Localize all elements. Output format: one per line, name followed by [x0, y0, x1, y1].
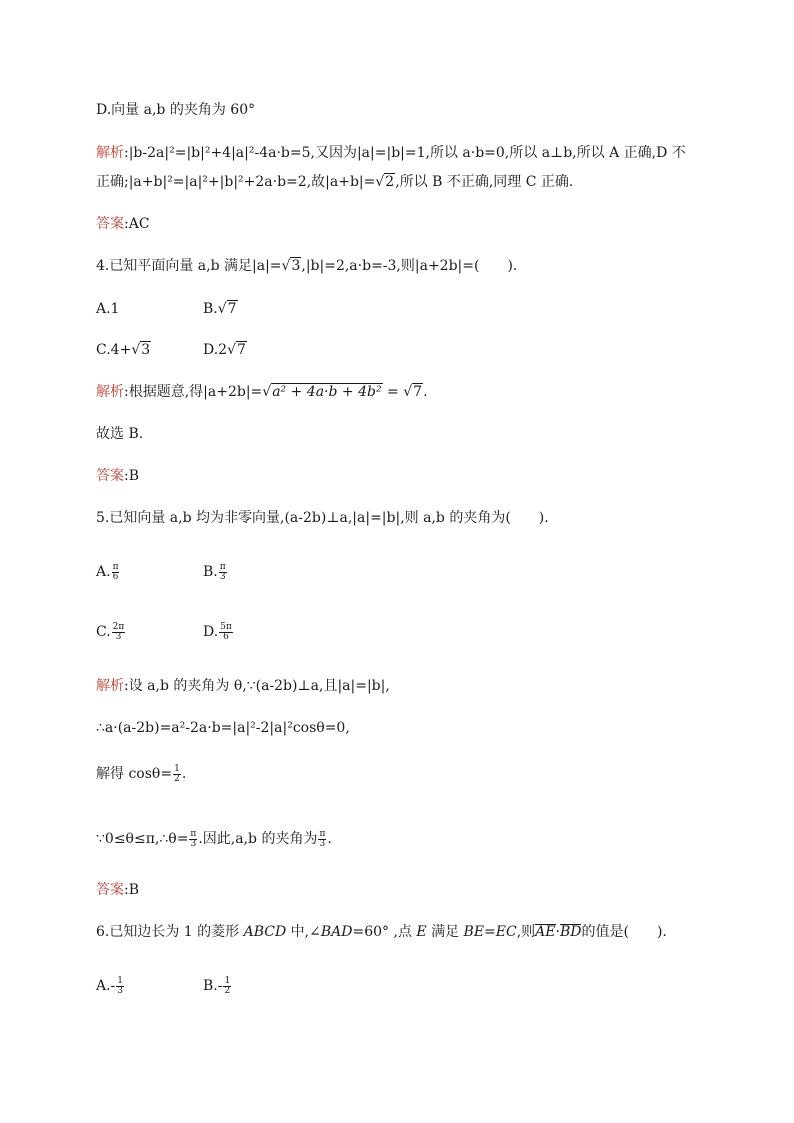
fraction	[112, 623, 126, 642]
q4-option-b	[203, 299, 238, 319]
sqrt-symbol: √7	[217, 301, 237, 317]
q5-analysis-line1	[96, 676, 390, 696]
sqrt-symbol: √3	[281, 258, 301, 274]
q6-option-a	[96, 976, 125, 996]
q3-analysis-text1: :|b-2a|²=|b|²+4|a|²-4a·b=5,又因为|a|=|b|=1,所以 a·b=0,所以 a⊥b,所以 A 正确,D 不	[124, 145, 686, 161]
sqrt-symbol: √3	[131, 342, 151, 358]
q4-analysis	[96, 382, 428, 402]
q3-option-d-text: D.向量 a,b 的夹角为 60°	[96, 102, 256, 118]
denominator: 6	[223, 631, 229, 642]
q4-stem	[96, 256, 517, 276]
q5-analysis-line2	[96, 718, 350, 738]
q6-stem-c: =60° ,点	[352, 924, 417, 940]
q5-option-b	[203, 562, 228, 582]
q5-option-b-prefix: B.	[203, 564, 218, 580]
q5-analysis-text4b: .因此,a,b 的夹角为	[198, 831, 318, 847]
radicand: a² + 4a·b + 4b²	[272, 384, 382, 400]
numerator: π	[112, 561, 119, 572]
sqrt-symbol: √a² + 4a·b + 4b²	[262, 384, 382, 400]
denominator: 6	[112, 571, 119, 582]
q6-stem-f: 的值是( ).	[581, 924, 667, 940]
q6-stem-a: 6.已知边长为 1 的菱形	[96, 924, 244, 940]
denominator: 2	[224, 985, 231, 996]
q4-conclusion	[96, 424, 143, 444]
q6-rhombus-name: ABCD	[243, 924, 287, 940]
q3-answer	[96, 214, 150, 234]
dot-operator: ·	[555, 924, 560, 940]
numerator: 1	[117, 975, 124, 986]
radicand: 7	[237, 342, 246, 358]
fraction	[173, 765, 181, 784]
q4-analysis-text: :根据题意,得|a+2b|=	[124, 384, 263, 400]
q4-conclusion-text: 故选 B.	[96, 426, 144, 442]
radicand: 3	[141, 342, 151, 358]
q6-stem-b: 中,∠	[286, 924, 321, 940]
period: .	[423, 384, 428, 400]
q6-stem	[96, 922, 667, 942]
fraction	[223, 977, 231, 996]
q5-analysis-text2: ∴a·(a-2b)=a²-2a·b=|a|²-2|a|²cosθ=0,	[96, 720, 350, 736]
fraction	[219, 563, 227, 582]
q5-analysis-text3: 解得 cosθ=	[96, 766, 173, 782]
analysis-label: 解析	[96, 145, 124, 161]
q4-option-c	[96, 340, 151, 360]
denominator: 3	[190, 838, 197, 849]
q5-option-d-prefix: D.	[203, 624, 219, 640]
vector-bd: BD	[559, 924, 582, 940]
q4-option-a	[96, 299, 119, 319]
denominator: 3	[117, 985, 124, 996]
answer-value: :B	[124, 882, 140, 898]
q3-analysis-text2b: ,所以 B 不正确,同理 C 正确.	[395, 174, 574, 190]
q6-option-b-prefix: B.-	[203, 978, 223, 994]
q3-analysis-text2a: 正确;|a+b|²=|a|²+|b|²+2a·b=2,故|a+b|=	[96, 174, 376, 190]
q5-option-c-prefix: C.	[96, 624, 111, 640]
q5-analysis-text4a: ∵0≤θ≤π,∴θ=	[96, 831, 189, 847]
analysis-label: 解析	[96, 678, 124, 694]
q5-option-c	[96, 622, 126, 642]
numerator: 1	[174, 763, 180, 774]
q6-point-e: E	[416, 924, 427, 940]
q4-option-a-text: A.1	[96, 301, 120, 317]
sqrt-symbol: √2	[375, 174, 395, 190]
q3-option-d	[96, 100, 255, 120]
numerator: 5π	[220, 621, 232, 632]
fraction	[219, 623, 233, 642]
q3-analysis-line2	[96, 172, 573, 192]
q5-analysis-line3	[96, 764, 186, 784]
fraction	[318, 830, 326, 849]
q6-angle-name: BAD	[320, 924, 353, 940]
answer-label: 答案	[96, 468, 124, 484]
q5-stem-text: 5.已知向量 a,b 均为非零向量,(a-2b)⊥a,|a|=|b|,则 a,b 的夹角为( ).	[96, 510, 549, 526]
numerator: 2π	[112, 621, 125, 632]
numerator: π	[190, 828, 197, 839]
q4-stem-b: ,|b|=2,a·b=-3,则|a+2b|=( ).	[301, 258, 518, 274]
equals-sign: =	[382, 384, 404, 400]
radicand: 3	[291, 258, 301, 274]
denominator: 3	[319, 838, 326, 849]
radicand: 7	[227, 301, 237, 317]
q6-option-b	[203, 976, 232, 996]
q3-analysis-line1	[96, 143, 686, 163]
q6-condition: BE=EC	[463, 924, 517, 940]
period: .	[327, 831, 332, 847]
q5-option-d	[203, 622, 234, 642]
sqrt-symbol: √7	[227, 342, 246, 358]
q5-analysis-line4	[96, 829, 332, 849]
q4-option-d	[203, 340, 247, 360]
q6-stem-e: ,则	[516, 924, 536, 940]
analysis-label: 解析	[96, 384, 124, 400]
fraction	[112, 563, 120, 582]
numerator: 1	[224, 975, 231, 986]
period: .	[181, 766, 187, 782]
numerator: π	[319, 828, 326, 839]
sqrt-symbol: √7	[403, 384, 423, 400]
answer-label: 答案	[96, 882, 124, 898]
q5-option-a	[96, 562, 120, 582]
denominator: 2	[174, 773, 180, 784]
radicand: 2	[385, 174, 395, 190]
q5-option-a-prefix: A.	[96, 564, 111, 580]
q5-stem	[96, 508, 549, 528]
q6-option-a-prefix: A.-	[96, 978, 116, 994]
radicand: 7	[413, 384, 423, 400]
q5-answer	[96, 880, 139, 900]
fraction	[189, 830, 197, 849]
vector-ae: AE	[535, 924, 556, 940]
answer-label: 答案	[96, 216, 124, 232]
q4-option-c-prefix: C.4+	[96, 342, 132, 358]
q4-answer	[96, 466, 139, 486]
answer-value: :AC	[124, 216, 150, 232]
q6-stem-d: 满足	[426, 924, 464, 940]
q5-analysis-text1: :设 a,b 的夹角为 θ,∵(a-2b)⊥a,且|a|=|b|,	[124, 678, 390, 694]
numerator: π	[219, 561, 226, 572]
q4-option-b-prefix: B.	[203, 301, 218, 317]
fraction	[116, 977, 124, 996]
denominator: 3	[219, 571, 226, 582]
answer-value: :B	[124, 468, 140, 484]
q4-stem-a: 4.已知平面向量 a,b 满足|a|=	[96, 258, 282, 274]
q4-option-d-prefix: D.2	[203, 342, 228, 358]
denominator: 3	[115, 631, 122, 642]
